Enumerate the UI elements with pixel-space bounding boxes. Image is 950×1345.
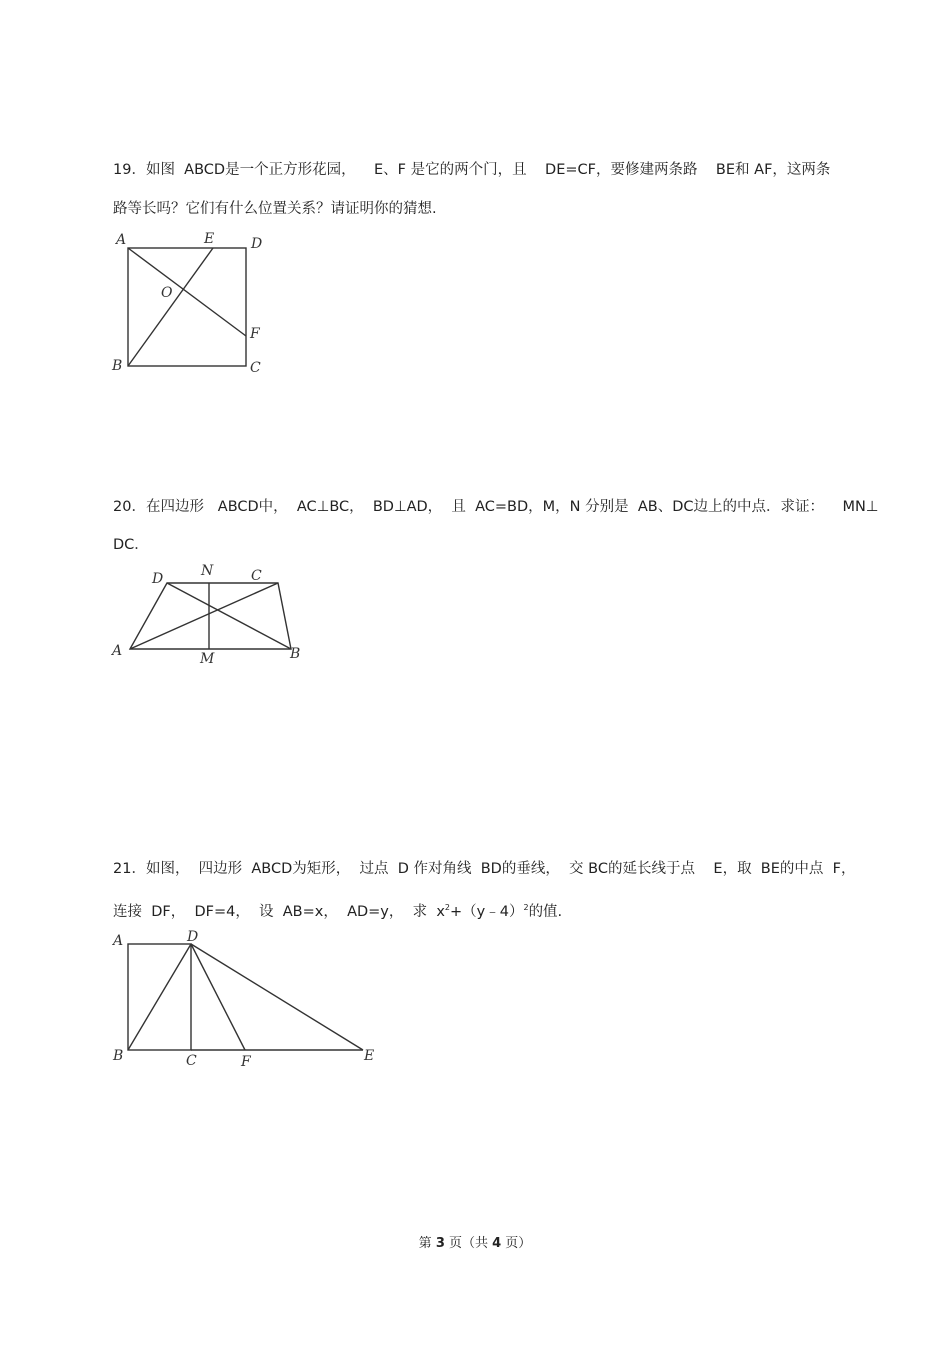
q21-line2-part-c: 的值. (528, 903, 563, 920)
label-c: C (251, 568, 262, 584)
label-f: F (241, 1054, 251, 1070)
q20-trapezoid-figure (108, 560, 308, 670)
q20-text-line2: DC． (113, 537, 149, 553)
label-b: B (290, 646, 301, 662)
q20-text-line1: 20．在四边形 ABCD中， AC⊥BC， BD⊥AD， 且 AC=BD，M，N 分别是 AB、DC边上的中点．求证： MN⊥ (113, 499, 879, 515)
footer-suffix: 页） (501, 1236, 532, 1251)
q21-exponent-2: 2 (523, 903, 529, 912)
segment-de (191, 944, 363, 1050)
label-d: D (251, 236, 263, 252)
footer-total-pages: 4 (492, 1236, 502, 1251)
label-c: C (250, 360, 261, 376)
footer-page-number: 3 (435, 1236, 445, 1251)
label-b: B (113, 1048, 124, 1064)
label-m: M (200, 651, 215, 667)
square-abcd (128, 248, 246, 366)
q21-line2-part-b: +（y﹣4） (450, 903, 524, 920)
q19-text-line1: 19．如图 ABCD是一个正方形花园， E、F 是它的两个门，且 DE=CF，要修建两条路 BE和 AF，这两条 (113, 162, 831, 178)
q19-square-figure (108, 228, 278, 378)
quadrilateral-abcd (130, 583, 291, 649)
segment-bd (167, 583, 291, 649)
footer-prefix: 第 (418, 1236, 436, 1251)
label-d: D (152, 571, 164, 587)
segment-ac (130, 583, 278, 649)
segment-be (128, 248, 213, 366)
segment-bd (128, 944, 191, 1050)
page-footer (0, 1232, 950, 1251)
label-n: N (201, 563, 214, 579)
label-a: A (116, 232, 127, 248)
q21-exponent-1: 2 (444, 903, 450, 912)
q21-rectangle-figure (108, 925, 388, 1075)
label-a: A (113, 933, 124, 949)
label-b: B (112, 358, 123, 374)
label-e: E (204, 231, 215, 247)
q19-text-line2: 路等长吗？它们有什么位置关系？请证明你的猜想. (113, 201, 437, 217)
q21-text-line1: 21．如图， 四边形 ABCD为矩形， 过点 D 作对角线 BD的垂线， 交 BC的延长线于点 E，取 BE的中点 F， (113, 861, 856, 877)
segment-af (128, 248, 246, 336)
q21-line2-part-a: 连接 DF， DF=4， 设 AB=x， AD=y， 求 x (113, 903, 445, 920)
label-c: C (186, 1053, 197, 1069)
label-a: A (112, 643, 123, 659)
footer-middle: 页（共 (444, 1236, 493, 1251)
label-o: O (161, 285, 173, 301)
q21-text-line2 (113, 899, 562, 921)
label-e: E (364, 1048, 375, 1064)
label-d: D (187, 929, 199, 945)
label-f: F (250, 326, 260, 342)
